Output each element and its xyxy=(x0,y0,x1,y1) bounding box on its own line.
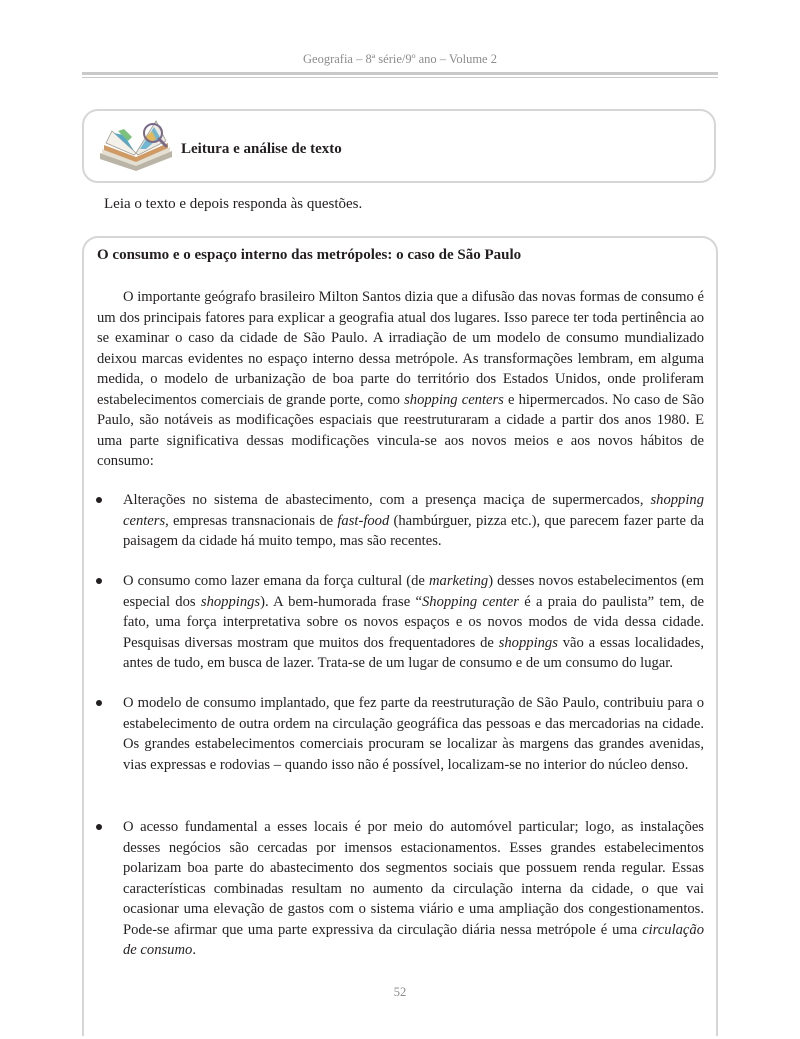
page-number: 52 xyxy=(393,985,407,999)
article-title: O consumo e o espaço interno das metrópoles: o caso de São Paulo xyxy=(97,247,522,263)
bullet-dot xyxy=(96,824,102,830)
bullet-item-access: O acesso fundamental a esses locais é por meio do automóvel particular; logo, as instalações desses negócios são cercadas por imensos estacionamentos. Esses grandes estabelecimentos polarizam boa parte do abastecimento dos segmentos sociais que possuem renda regular. Essas características combinadas resultam no aumento da circulação interna da cidade, o que vai ocasionar uma elevação de gastos com o sistema viário e uma ampliação dos congestionamentos. Pode-se afirmar que uma parte expressiva da circulação diária nessa metrópole é uma circulação de consumo. xyxy=(123,819,704,958)
header-rule-thin xyxy=(82,77,718,78)
section-title: Leitura e análise de texto xyxy=(181,141,342,157)
bullet-item-circulation: O modelo de consumo implantado, que fez parte da reestruturação de São Paulo, contribuiu para o estabelecimento de outra ordem na circulação geográfica das pessoas e das mercadorias na cidade. Os grandes estabelecimentos comerciais procuram se localizar às margens das grandes avenidas, vias expressas e rodovias – quando isso não é possível, localizam-se no interior do núcleo denso. xyxy=(123,695,704,773)
bullet-item-leisure: O consumo como lazer emana da força cultural (de marketing) desses novos estabelecimentos (em especial dos shoppings). A bem-humorada frase “Shopping center é a praia do paulista” tem, de fato, uma força interpretativa sobre os novos espaços e os novos modos de vida dessa cidade. Pesquisas diversas mostram que muitos dos frequentadores de shoppings vão a essas localidades, antes de tudo, em busca de lazer. Trata-se de um lugar de consumo e de um consumo do lugar. xyxy=(123,573,705,671)
running-head: Geografia – 8ª série/9º ano – Volume 2 xyxy=(303,52,497,66)
bullet-dot xyxy=(96,700,102,706)
section-header-box xyxy=(82,109,716,183)
open-book-map-icon xyxy=(96,113,176,180)
bullet-dot xyxy=(96,497,102,503)
instruction-text: Leia o texto e depois responda às questões. xyxy=(104,196,363,212)
bullet-dot xyxy=(96,578,102,584)
intro-paragraph: O importante geógrafo brasileiro Milton Santos dizia que a difusão das novas formas de consumo é um dos principais fatores para explicar a geografia atual dos lugares. Isso parece ter toda pertinência ao se examinar o caso da cidade de São Paulo. A irradiação de um modelo de consumo mundializado deixou marcas evidentes no espaço interno dessa metrópole. As transformações lembram, em alguma medida, o modelo de urbanização de boa parte do território dos Estados Unidos, onde proliferam estabelecimentos comerciais de grande porte, como shopping centers e hipermercados. No caso de São Paulo, são notáveis as modificações espaciais que reestruturaram a cidade a partir dos anos 1980. E uma parte significativa dessas modificações vincula-se aos novos meios e aos novos hábitos de consumo: xyxy=(97,289,704,469)
header-rule xyxy=(82,72,718,75)
bullet-item-supply: Alterações no sistema de abastecimento, com a presença maciça de supermercados, shopping centers, empresas transnacionais de fast-food (hambúrguer, pizza etc.), que parecem fazer parte da paisagem da cidade há muito tempo, mas são recentes. xyxy=(123,492,704,549)
